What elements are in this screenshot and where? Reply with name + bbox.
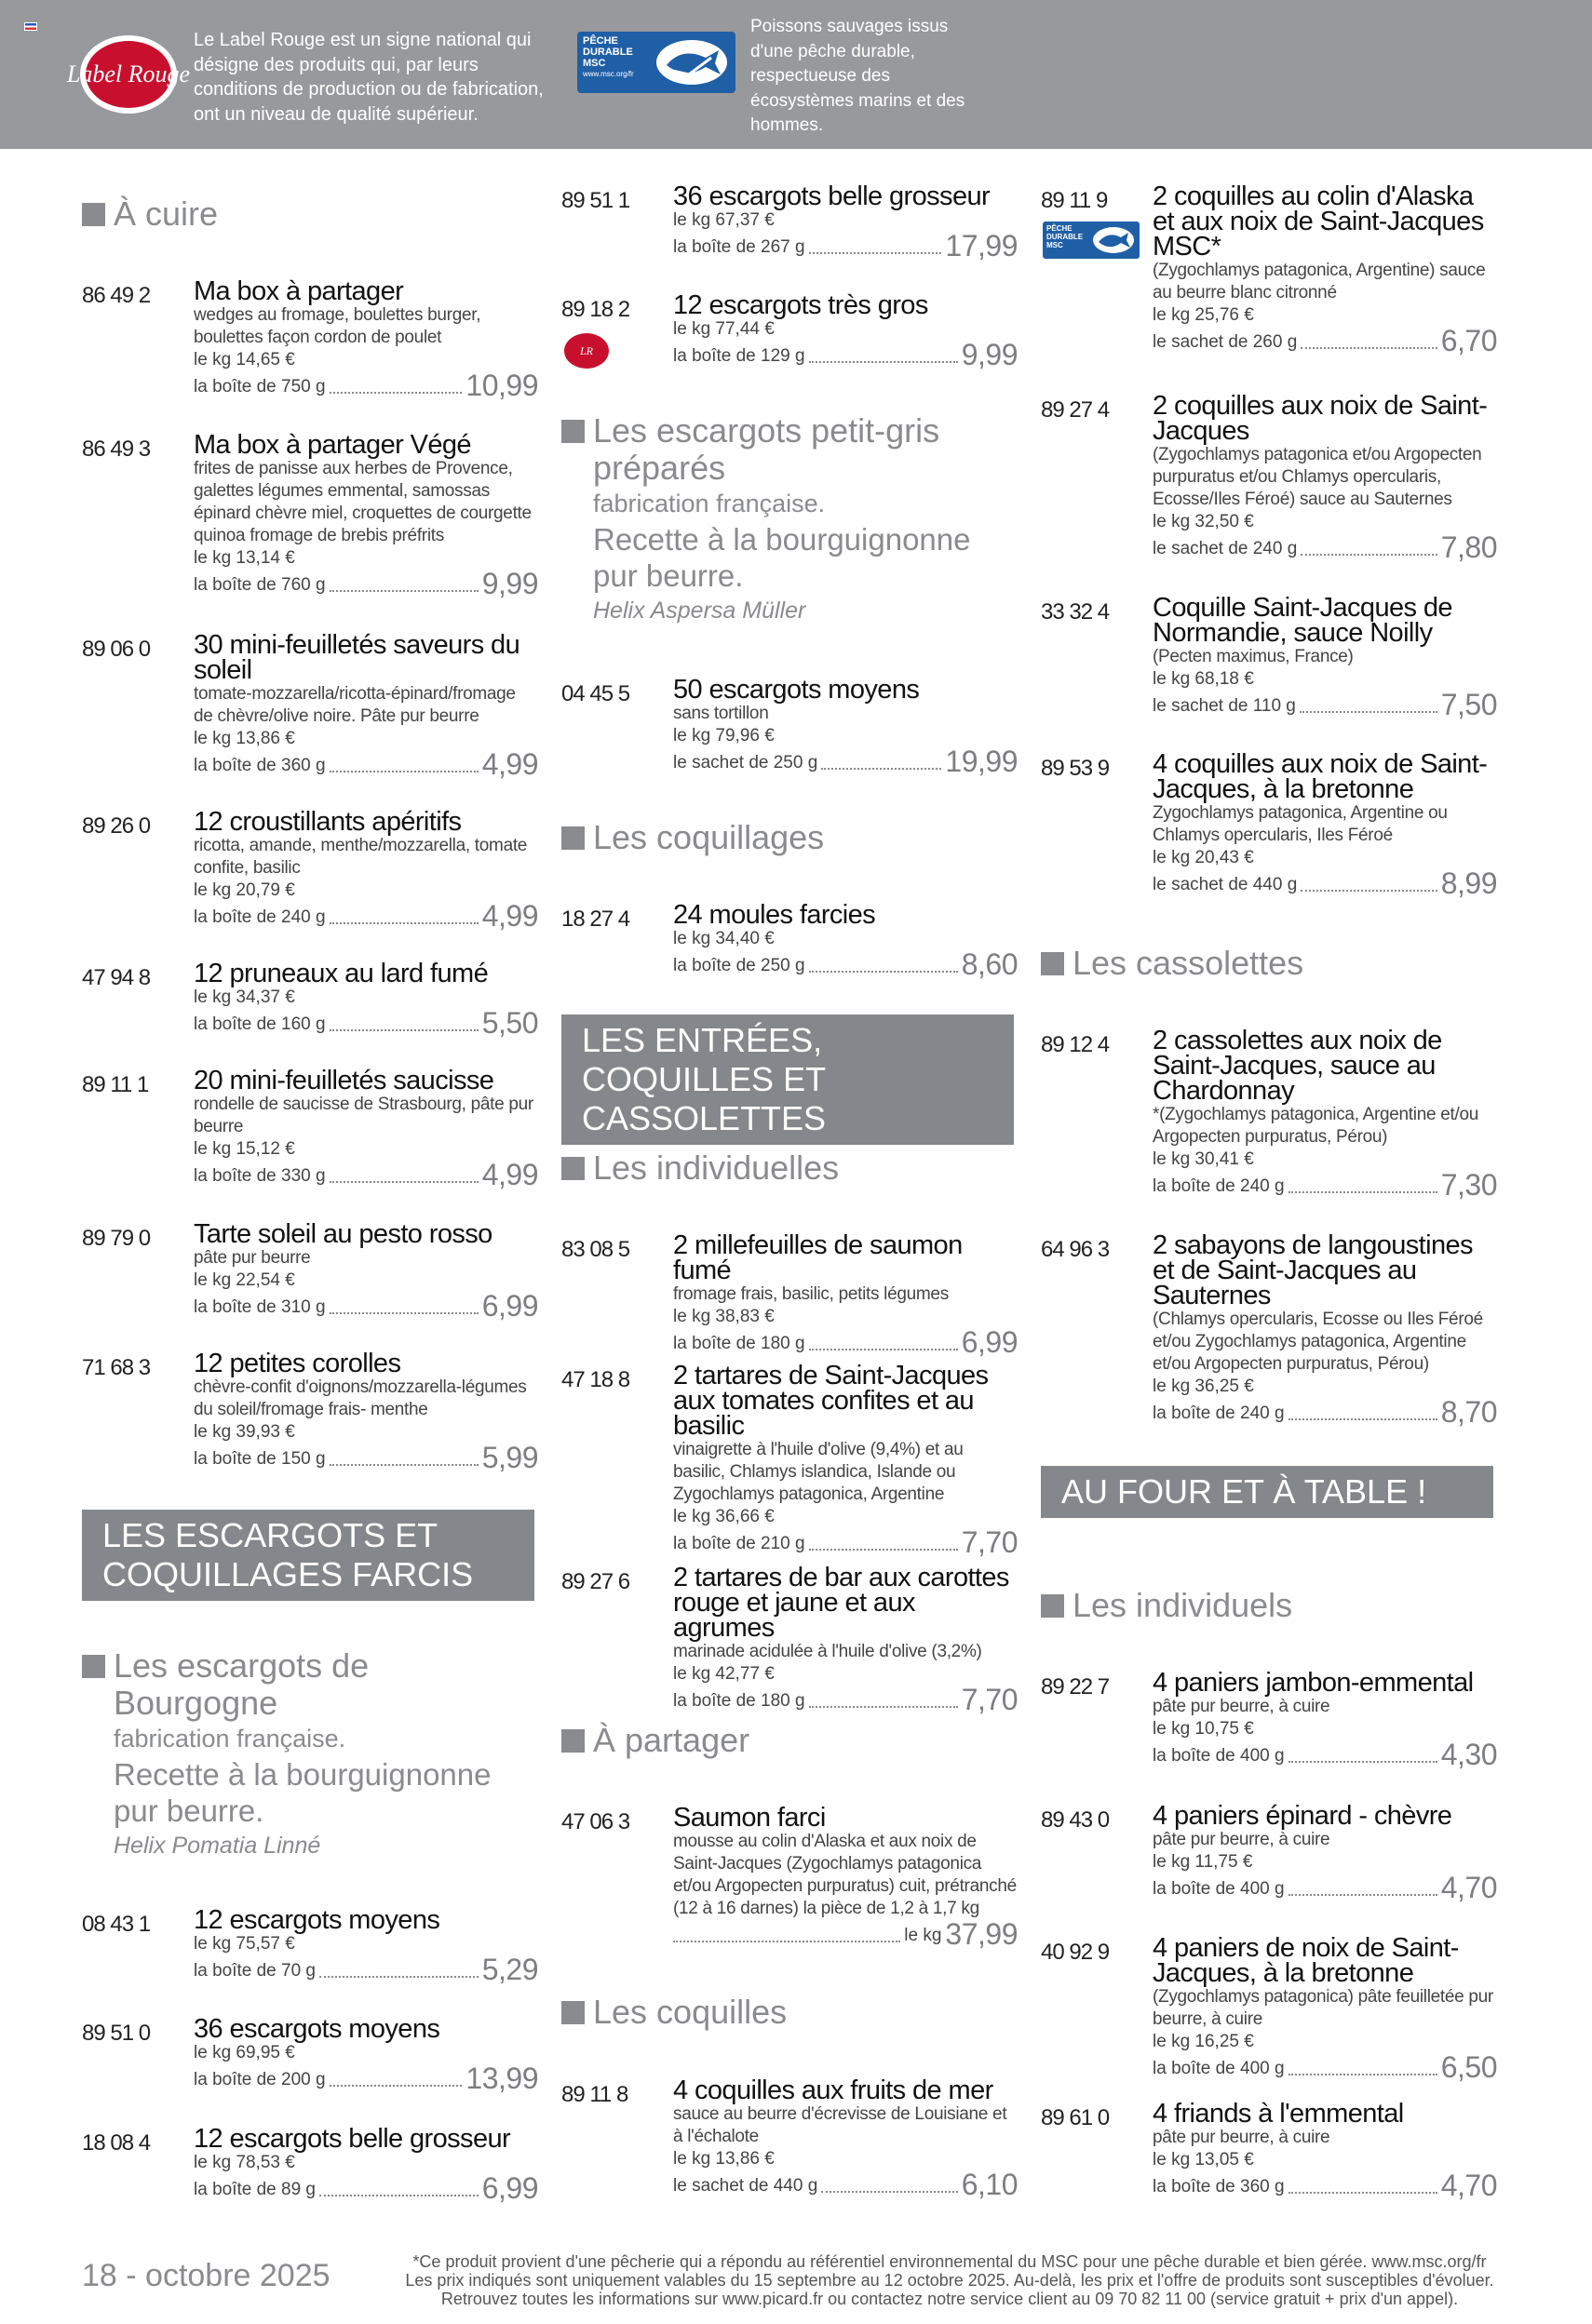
product-description: (Zygochlamys patagonica et/ou Argopecten purpuratus et/ou Chlamys opercularis, Ecosse/Iles Féroé) sauce au Sauternes	[1153, 445, 1482, 509]
package-size: la boîte de 760 g	[194, 575, 326, 595]
product-description: rondelle de saucisse de Strasbourg, pâte pur beurre	[194, 1095, 533, 1136]
product-price: 13,99	[465, 2062, 538, 2095]
product-name: Ma box à partager Végé	[194, 430, 471, 460]
footnote-prices: Les prix indiqués sont uniquement valables du 15 septembre au 12 octobre 2025. Au-delà, les prix et l'offre de produits sont susceptibles d'évoluer.	[405, 2271, 1494, 2290]
square-bullet-icon	[82, 1655, 105, 1678]
product-name: 12 petites corolles	[194, 1349, 401, 1378]
package-size: la boîte de 89 g	[194, 2180, 316, 2199]
price-per-kg: le kg 75,57 €	[194, 1934, 295, 1954]
price-per-kg: le kg 13,05 €	[1153, 2150, 1254, 2170]
section-recipe: Recette à la bourguignonne pur beurre.	[593, 522, 971, 593]
msc-label-line: MSC	[1046, 241, 1063, 249]
product-code: 89 11 9	[1041, 188, 1108, 213]
price-per-kg: le kg 20,43 €	[1153, 848, 1254, 867]
package-size: la boîte de 360 g	[194, 756, 326, 775]
section-header	[82, 1647, 538, 1863]
product-code: 89 27 6	[561, 1569, 630, 1594]
package-size: le sachet de 260 g	[1153, 332, 1298, 352]
msc-logo-line: PÊCHE	[583, 35, 618, 47]
price-per-kg: le kg 38,83 €	[673, 1307, 775, 1326]
price-per-kg: le kg 30,41 €	[1153, 1149, 1254, 1169]
section-latin-name: Helix Pomatia Linné	[114, 1833, 321, 1859]
msc-label-icon	[1043, 222, 1140, 259]
square-bullet-icon	[561, 2001, 585, 2024]
label-rouge-description: Le Label Rouge est un signe national qui désigne des produits qui, par leurs conditions de production ou de fabrication, ont un niveau de qualité supérieur.	[194, 30, 544, 125]
package-size: la boîte de 400 g	[1153, 1746, 1285, 1766]
product-name: 2 coquilles aux noix de Saint-Jacques	[1153, 391, 1488, 446]
section-header	[1041, 945, 1497, 982]
header-banner	[0, 0, 1592, 149]
product-price: 6,99	[481, 2171, 538, 2205]
price-per-kg: le kg 25,76 €	[1153, 305, 1254, 325]
price-per-kg: le kg 22,54 €	[194, 1270, 295, 1290]
product-description: sans tortillon	[673, 704, 769, 723]
product-price: 6,99	[961, 1325, 1018, 1359]
product-description: (Pecten maximus, France)	[1153, 647, 1354, 666]
category-band: LES ESCARGOTS ET COQUILLAGES FARCIS	[82, 1510, 534, 1601]
section-subtitle: fabrication française.	[593, 490, 826, 517]
product-code: 08 43 1	[82, 1912, 151, 1937]
package-size: la boîte de 180 g	[673, 1334, 805, 1353]
product-description: vinaigrette à l'huile d'olive (9,4%) et au basilic, Chlamys islandica, Islande ou Zygochlamys patagonica, Argentine	[673, 1440, 964, 1504]
price-per-kg: le kg 16,25 €	[1153, 2032, 1254, 2051]
product-name: 24 moules farcies	[673, 900, 876, 930]
product-price: 4,30	[1440, 1738, 1497, 1771]
product-name: Ma box à partager	[194, 276, 404, 306]
product-description: sauce au beurre d'écrevisse de Louisiane et à l'échalote	[673, 2104, 1007, 2146]
product-price: 19,99	[945, 745, 1018, 778]
product-price: 7,30	[1440, 1168, 1497, 1202]
footnote-contact: Retrouvez toutes les informations sur www.picard.fr ou contactez notre service client au 09 70 82 11 00 (service gratuit + prix d'un appel).	[440, 2290, 1459, 2308]
product-price: 5,29	[481, 1953, 538, 1986]
product-code: 33 32 4	[1041, 599, 1110, 625]
package-size: le sachet de 110 g	[1153, 696, 1296, 716]
product-code: 89 79 0	[82, 1226, 151, 1251]
msc-logo	[577, 32, 735, 93]
product-description: Zygochlamys patagonica, Argentine ou Chlamys opercularis, Iles Féroé	[1153, 803, 1448, 845]
package-size: le sachet de 250 g	[673, 753, 818, 772]
product-name: 36 escargots moyens	[194, 2014, 440, 2044]
product-price: 4,70	[1440, 1871, 1497, 1904]
msc-description: Poissons sauvages issus d'une pêche durable, respectueuse des écosystèmes marins et des hommes.	[750, 17, 965, 135]
price-per-kg: le kg 36,66 €	[673, 1507, 775, 1526]
product-price: 7,70	[961, 1683, 1018, 1716]
product-description: frites de panisse aux herbes de Provence, galettes légumes emmental, samossas épinard chèvre miel, croquettes de courgette quinoa fromage de brebis préfrits	[194, 459, 532, 545]
package-size: la boîte de 267 g	[673, 237, 805, 257]
product-code: 04 45 5	[561, 681, 630, 706]
square-bullet-icon	[561, 420, 585, 443]
price-per-kg: le kg 36,25 €	[1153, 1377, 1254, 1396]
section-title: À cuire	[114, 195, 219, 233]
product-name: 4 paniers épinard - chèvre	[1153, 1801, 1452, 1831]
section-header	[561, 1722, 1018, 1759]
package-size: la boîte de 250 g	[673, 956, 805, 975]
square-bullet-icon	[561, 1157, 585, 1180]
product-description: fromage frais, basilic, petits légumes	[673, 1284, 949, 1304]
product-name: 2 coquilles au colin d'Alaska et aux noix de Saint-Jacques MSC*	[1153, 181, 1484, 262]
price-per-kg: le kg 13,14 €	[194, 548, 295, 568]
svg-text:Label Rouge: Label Rouge	[66, 60, 191, 87]
section-title: À partager	[593, 1721, 750, 1759]
product-price: 8,99	[1440, 866, 1497, 900]
product-name: Saumon farci	[673, 1803, 826, 1833]
product-name: 4 coquilles aux fruits de mer	[673, 2075, 993, 2105]
footnote	[307, 2252, 1592, 2308]
section-header	[561, 1149, 1018, 1187]
price-per-kg: le kg 69,95 €	[194, 2043, 295, 2062]
product-code: 89 22 7	[1041, 1674, 1110, 1699]
product-price: 6,10	[961, 2168, 1018, 2201]
price-per-kg: le kg 79,96 €	[673, 726, 775, 746]
product-name: 12 escargots moyens	[194, 1905, 440, 1935]
package-size: la boîte de 180 g	[673, 1691, 805, 1711]
section-header	[82, 195, 538, 233]
square-bullet-icon	[1041, 952, 1064, 975]
section-latin-name: Helix Aspersa Müller	[593, 598, 806, 624]
product-price: 9,99	[481, 567, 538, 600]
product-code: 71 68 3	[82, 1355, 151, 1380]
msc-fish-icon	[654, 37, 730, 87]
section-title: Les individuelles	[593, 1149, 840, 1187]
package-size: la boîte de 210 g	[673, 1534, 805, 1553]
product-code: 89 26 0	[82, 813, 151, 839]
product-code: 89 11 8	[561, 2082, 628, 2107]
msc-logo-line: www.msc.org/fr	[583, 70, 634, 78]
package-size: la boîte de 200 g	[194, 2070, 326, 2089]
product-price: 10,99	[465, 369, 538, 402]
product-code: 64 96 3	[1041, 1237, 1110, 1262]
price-per-kg: le kg 68,18 €	[1153, 669, 1254, 689]
package-size: la boîte de 400 g	[1153, 2059, 1285, 2078]
product-description: pâte pur beurre, à cuire	[1153, 2128, 1330, 2147]
package-size: la boîte de 240 g	[194, 907, 326, 927]
section-subtitle: fabrication française.	[114, 1725, 346, 1753]
product-code: 47 18 8	[561, 1367, 630, 1392]
label-rouge-icon	[563, 332, 610, 369]
product-code: 86 49 2	[82, 283, 151, 308]
product-code: 18 27 4	[561, 907, 630, 932]
product-description: pâte pur beurre, à cuire	[1153, 1830, 1330, 1849]
label-rouge-logo	[66, 34, 191, 115]
product-price: 8,60	[961, 947, 1018, 981]
price-per-kg: le kg 14,65 €	[194, 350, 295, 369]
section-title: Les escargots de Bourgogne	[114, 1646, 370, 1722]
product-code: 47 06 3	[561, 1809, 630, 1834]
product-price: 6,50	[1440, 2050, 1497, 2084]
msc-label-line: PÊCHE	[1046, 224, 1073, 233]
product-description: (Zygochlamys patagonica) pâte feuilletée pur beurre, à cuire	[1153, 1987, 1493, 2029]
section-header	[561, 1994, 1018, 2031]
price-per-kg: le kg 15,12 €	[194, 1139, 295, 1159]
product-description: marinade acidulée à l'huile d'olive (3,2%)	[673, 1642, 982, 1661]
section-title: Les cassolettes	[1073, 944, 1304, 982]
product-name: 4 paniers jambon-emmental	[1153, 1668, 1474, 1698]
package-size: la boîte de 360 g	[1153, 2177, 1285, 2196]
product-price: 17,99	[945, 229, 1018, 262]
product-description: *(Zygochlamys patagonica, Argentine et/ou Argopecten purpuratus, Pérou)	[1153, 1105, 1478, 1147]
category-band: AU FOUR ET À TABLE !	[1041, 1466, 1493, 1518]
product-price: 7,70	[961, 1525, 1018, 1559]
product-price: 4,99	[481, 1158, 538, 1191]
package-size: la boîte de 240 g	[1153, 1176, 1285, 1196]
msc-label-line: DURABLE	[1046, 233, 1084, 241]
price-per-kg: le kg 13,86 €	[194, 729, 295, 748]
product-name: 12 escargots très gros	[673, 290, 928, 320]
footnote-msc: *Ce produit provient d'une pêcherie qui a répondu au référentiel environnemental du MSC pour une pêche durable et bien gérée. www.msc.org/fr	[412, 2252, 1487, 2271]
product-description: ricotta, amande, menthe/mozzarella, tomate confite, basilic	[194, 836, 528, 878]
product-name: Tarte soleil au pesto rosso	[194, 1219, 492, 1249]
product-name: 12 pruneaux au lard fumé	[194, 959, 489, 988]
product-description: pâte pur beurre	[194, 1248, 311, 1268]
price-per-kg: le kg 32,50 €	[1153, 512, 1254, 531]
price-per-kg: le kg 34,37 €	[194, 987, 295, 1007]
price-per-kg: le kg 20,79 €	[194, 880, 295, 900]
square-bullet-icon	[82, 203, 105, 226]
product-code: 89 27 4	[1041, 397, 1110, 423]
msc-logo-line: MSC	[583, 58, 606, 69]
product-name: Coquille Saint-Jacques de Normandie, sauce Noilly	[1153, 593, 1452, 648]
price-per-kg: le kg 13,86 €	[673, 2149, 775, 2169]
price-per-kg: le kg 67,37 €	[673, 210, 775, 230]
product-price: 8,70	[1440, 1395, 1497, 1429]
product-description: wedges au fromage, boulettes burger, boulettes façon cordon de poulet	[194, 305, 481, 347]
category-band: LES ENTRÉES, COQUILLES ET CASSOLETTES	[561, 1014, 1014, 1145]
square-bullet-icon	[561, 1729, 585, 1753]
package-size: la boîte de 330 g	[194, 1166, 326, 1186]
product-code: 89 11 1	[82, 1072, 149, 1097]
product-code: 89 18 2	[561, 297, 630, 322]
product-name: 2 tartares de bar aux carottes rouge et jaune et aux agrumes	[673, 1563, 1009, 1643]
section-title: Les coquillages	[593, 818, 825, 856]
product-price: 4,99	[481, 899, 538, 933]
product-description: (Zygochlamys patagonica, Argentine) sauce au beurre blanc citronné	[1153, 261, 1486, 302]
package-size: le kg	[904, 1926, 942, 1945]
svg-text:LR: LR	[579, 344, 594, 357]
price-per-kg: le kg 10,75 €	[1153, 1719, 1254, 1739]
product-price: 4,99	[481, 747, 538, 781]
product-name: 2 cassolettes aux noix de Saint-Jacques, sauce au Chardonnay	[1153, 1026, 1442, 1106]
product-name: 36 escargots belle grosseur	[673, 181, 991, 211]
product-name: 12 croustillants apéritifs	[194, 807, 462, 837]
product-code: 89 51 0	[82, 2021, 151, 2046]
product-name: 2 tartares de Saint-Jacques aux tomates confites et au basilic	[673, 1361, 989, 1441]
product-code: 86 49 3	[82, 437, 151, 462]
product-name: 4 paniers de noix de Saint-Jacques, à la bretonne	[1153, 1933, 1459, 1988]
price-per-kg: le kg 77,44 €	[673, 319, 775, 339]
product-price: 7,50	[1440, 688, 1497, 721]
product-name: 30 mini-feuilletés saveurs du soleil	[194, 630, 520, 685]
package-size: la boîte de 240 g	[1153, 1404, 1285, 1423]
product-price: 37,99	[945, 1917, 1018, 1951]
product-name: 12 escargots belle grosseur	[194, 2124, 511, 2154]
price-per-kg: le kg 11,75 €	[1153, 1852, 1253, 1872]
product-price: 5,50	[481, 1006, 538, 1040]
price-per-kg: le kg 42,77 €	[673, 1664, 775, 1684]
package-size: la boîte de 160 g	[194, 1014, 326, 1034]
product-code: 18 08 4	[82, 2130, 151, 2156]
section-header	[561, 412, 1018, 628]
product-code: 89 06 0	[82, 637, 151, 662]
product-name: 4 friands à l'emmental	[1153, 2099, 1404, 2129]
section-title: Les individuels	[1073, 1586, 1293, 1624]
product-code: 47 94 8	[82, 965, 151, 990]
product-name: 4 coquilles aux noix de Saint-Jacques, à la bretonne	[1153, 749, 1488, 804]
product-description: tomate-mozzarella/ricotta-épinard/fromage de chèvre/olive noire. Pâte pur beurre	[194, 684, 516, 726]
package-size: le sachet de 440 g	[673, 2176, 818, 2196]
product-name: 50 escargots moyens	[673, 675, 920, 705]
product-code: 83 08 5	[561, 1237, 630, 1262]
square-bullet-icon	[1041, 1594, 1064, 1618]
package-size: le sachet de 440 g	[1153, 875, 1298, 894]
square-bullet-icon	[561, 826, 585, 850]
product-name: 20 mini-feuilletés saucisse	[194, 1066, 494, 1095]
section-recipe: Recette à la bourguignonne pur beurre.	[114, 1757, 492, 1828]
product-code: 89 53 9	[1041, 756, 1110, 781]
msc-logo-line: DURABLE	[583, 47, 633, 58]
product-price: 6,99	[481, 1289, 538, 1323]
package-size: la boîte de 150 g	[194, 1449, 326, 1469]
product-price: 6,70	[1440, 324, 1497, 357]
product-price: 5,99	[481, 1441, 538, 1474]
product-description: (Chlamys opercularis, Ecosse ou Iles Féroé et/ou Zygochlamys patagonica, Argentine et/ou Argopecten purpuratus, Pérou)	[1153, 1310, 1483, 1374]
section-header	[561, 819, 1018, 856]
product-description: mousse au colin d'Alaska et aux noix de Saint-Jacques (Zygochlamys patagonica et/ou Argopecten purpuratus) cuit, prétranché (12 à 16 darnes) la pièce de 1,2 à 1,7 kg	[673, 1832, 1017, 1918]
section-title: Les coquilles	[593, 1993, 788, 2031]
package-size: la boîte de 750 g	[194, 377, 326, 396]
product-description: pâte pur beurre, à cuire	[1153, 1697, 1330, 1716]
price-per-kg: le kg 78,53 €	[194, 2153, 295, 2172]
section-title: Les escargots petit-gris préparés	[593, 411, 940, 487]
product-description: chèvre-confit d'oignons/mozzarella-légumes du soleil/fromage frais- menthe	[194, 1377, 527, 1419]
section-header	[1041, 1587, 1497, 1624]
package-size: la boîte de 70 g	[194, 1961, 316, 1981]
price-per-kg: le kg 39,93 €	[194, 1422, 295, 1442]
product-price: 9,99	[961, 338, 1018, 371]
product-code: 40 92 9	[1041, 1940, 1110, 1965]
french-flag-icon	[24, 22, 37, 31]
product-price: 4,70	[1440, 2169, 1497, 2202]
product-code: 89 43 0	[1041, 1807, 1110, 1833]
product-name: 2 sabayons de langoustines et de Saint-Jacques au Sauternes	[1153, 1230, 1473, 1310]
price-per-kg: le kg 34,40 €	[673, 929, 775, 948]
package-size: la boîte de 310 g	[194, 1297, 326, 1317]
product-price: 7,80	[1440, 531, 1497, 564]
product-code: 89 51 1	[561, 188, 630, 213]
product-code: 89 12 4	[1041, 1032, 1110, 1057]
package-size: la boîte de 400 g	[1153, 1879, 1285, 1899]
product-code: 89 61 0	[1041, 2105, 1110, 2130]
package-size: le sachet de 240 g	[1153, 539, 1298, 558]
page-number: 18 - octobre 2025	[82, 2258, 331, 2293]
package-size: la boîte de 129 g	[673, 346, 805, 366]
product-name: 2 millefeuilles de saumon fumé	[673, 1230, 963, 1285]
